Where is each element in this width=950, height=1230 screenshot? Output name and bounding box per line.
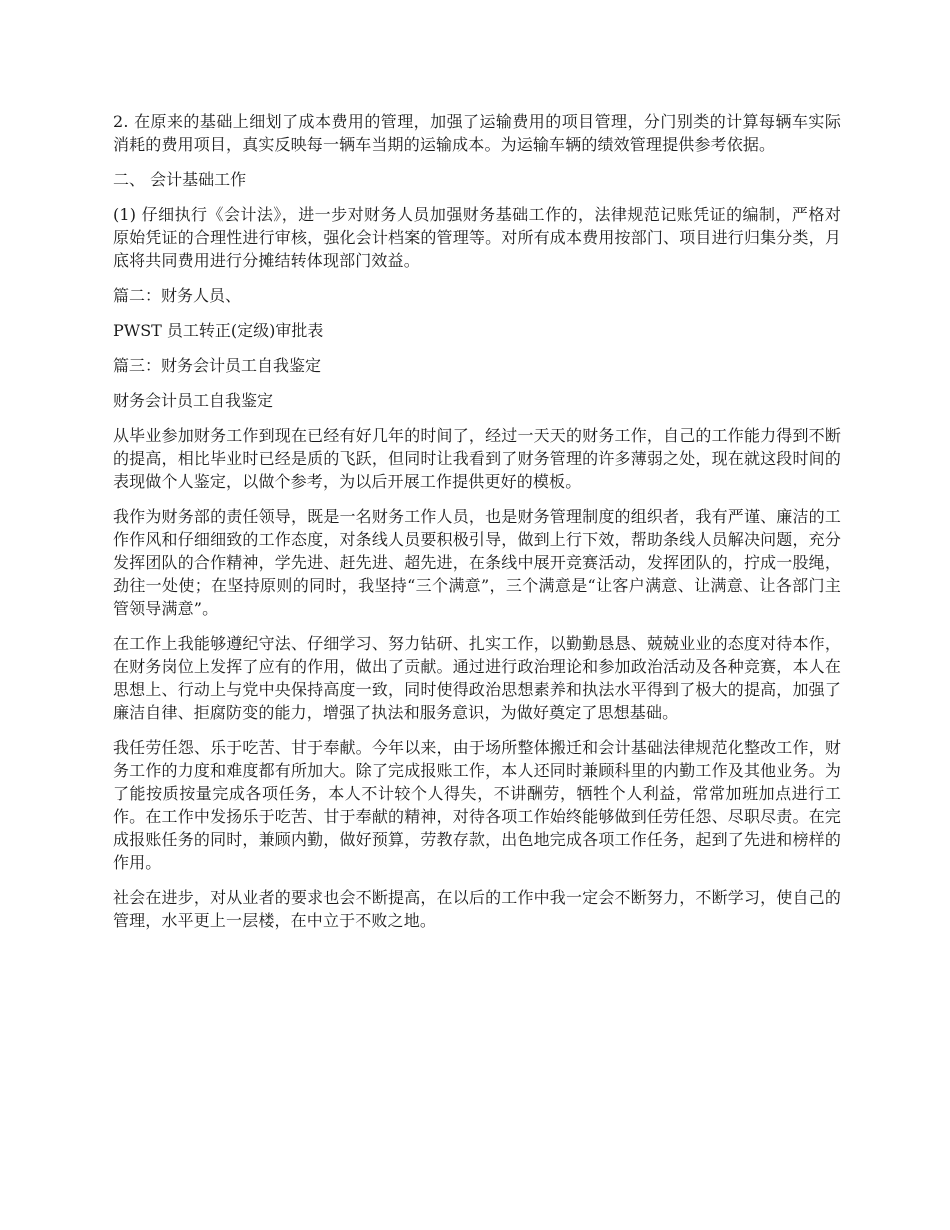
paragraph-intro: 从毕业参加财务工作到现在已经有好几年的时间了，经过一天天的财务工作，自己的工作能力得到不断的提高，相比毕业时已经是质的飞跃，但同时让我看到了财务管理的许多薄弱之处，现在就这段时间的表现做个人鉴定，以做个参考，为以后开展工作提供更好的模板。 <box>113 426 841 491</box>
paragraph-leadership: 我作为财务部的责任领导，既是一名财务工作人员，也是财务管理制度的组织者，我有严谨、廉洁的工作作风和仔细细致的工作态度，对条线人员要积极引导，做到上行下效，帮助条线人员解决问题，充分发挥团队的合作精神，学先进、赶先进、超先进，在条线中展开竞赛活动，发挥团队的，拧成一股绳，劲往一处使；在坚持原则的同时，我坚持“三个满意”，三个满意是“让客户满意、让满意、让各部门主管领导满意”。 <box>113 507 841 618</box>
paragraph-conclusion: 社会在进步，对从业者的要求也会不断提高，在以后的工作中我一定会不断努力，不断学习，使自己的管理，水平更上一层楼，在中立于不败之地。 <box>113 888 841 930</box>
paragraph-cost-management: 2. 在原来的基础上细划了成本费用的管理，加强了运输费用的项目管理，分门别类的计算每辆车实际消耗的费用项目，真实反映每一辆车当期的运输成本。为运输车辆的绩效管理提供参考依据。 <box>113 112 841 154</box>
document-subtitle: 财务会计员工自我鉴定 <box>113 391 274 410</box>
section-heading-accounting-basics: 二、 会计基础工作 <box>113 170 247 189</box>
paragraph-dedication: 我任劳任怨、乐于吃苦、甘于奉献。今年以来，由于场所整体搬迁和会计基础法律规范化整改工作，财务工作的力度和难度都有所加大。除了完成报账工作，本人还同时兼顾科里的内勤工作及其他业务。为了能按质按量完成各项任务，本人不计较个人得失，不讲酬劳，牺牲个人利益，常常加班加点进行工作。在工作中发扬乐于吃苦、甘于奉献的精神，对待各项工作始终能够做到任劳任怨、尽职尽责。在完成报账任务的同时，兼顾内勤，做好预算，劳教存款，出色地完成各项工作任务，起到了先进和榜样的作用。 <box>113 738 841 872</box>
document-body <box>113 110 841 944</box>
paragraph-work-attitude: 在工作上我能够遵纪守法、仔细学习、努力钻研、扎实工作，以勤勤恳恳、兢兢业业的态度对待本作，在财务岗位上发挥了应有的作用，做出了贡献。通过进行政治理论和参加政治活动及各种竞赛，本人在思想上、行动上与党中央保持高度一致，同时使得政治思想素养和执法水平得到了极大的提高，加强了廉洁自律、拒腐防变的能力，增强了执法和服务意识，为做好奠定了思想基础。 <box>113 634 841 722</box>
paragraph-accounting-law: (1) 仔细执行《会计法》，进一步对财务人员加强财务基础工作的，法律规范记账凭证的编制，严格对原始凭证的合理性进行审核，强化会计档案的管理等。对所有成本费用按部门、项目进行归集分类，月底将共同费用进行分摊结转体现部门效益。 <box>113 205 841 270</box>
form-title-approval: PWST 员工转正(定级)审批表 <box>113 321 324 340</box>
section-heading-part-three: 篇三：财务会计员工自我鉴定 <box>113 356 322 375</box>
section-heading-part-two: 篇二：财务人员、 <box>113 286 242 305</box>
